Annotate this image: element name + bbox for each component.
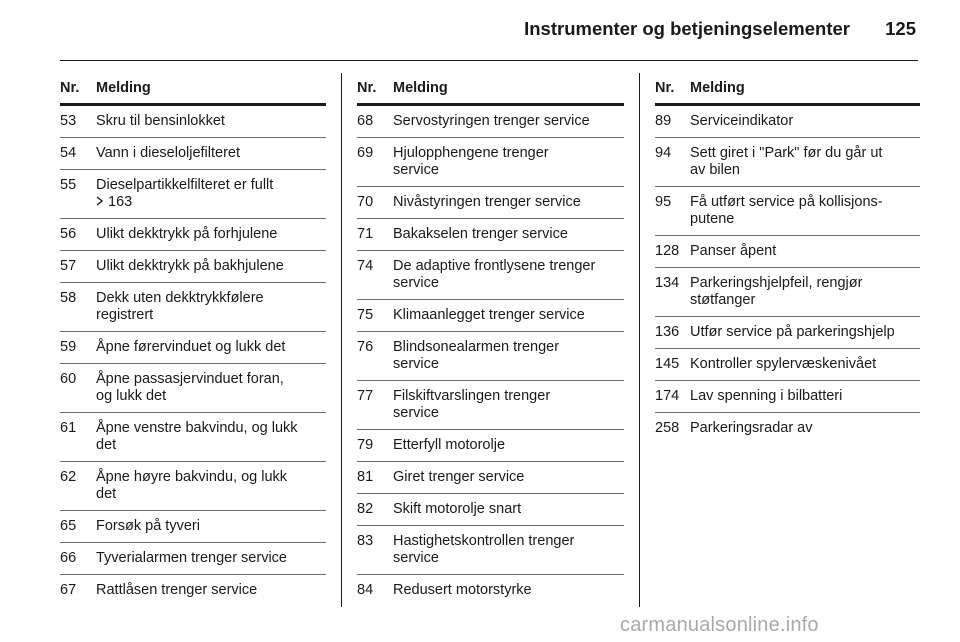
- message-line-text: Ulikt dekktrykk på forhjulene: [96, 226, 278, 242]
- page-header: [0, 18, 916, 40]
- message-table-column-3: [655, 80, 920, 444]
- table-row: [357, 430, 624, 462]
- table-row: [655, 236, 920, 268]
- message-line: [393, 356, 624, 373]
- table-row: [655, 138, 920, 187]
- message-line: [690, 356, 920, 373]
- message-text: [393, 533, 624, 567]
- message-number: 58: [60, 290, 77, 306]
- message-number: 128: [655, 243, 680, 259]
- table-row: [60, 575, 326, 606]
- message-text: [393, 307, 624, 324]
- message-line: [393, 405, 624, 422]
- message-text: [96, 113, 326, 130]
- message-line: [393, 550, 624, 567]
- table-row: [655, 349, 920, 381]
- message-line-text: Skru til bensinlokket: [96, 113, 225, 129]
- message-text: [96, 258, 326, 275]
- message-number: 94: [655, 145, 672, 161]
- message-line-text: Rattlåsen trenger service: [96, 582, 258, 598]
- message-line: [96, 113, 326, 130]
- message-line-text: putene: [690, 211, 735, 227]
- message-number: 56: [60, 226, 77, 242]
- table-row: [357, 300, 624, 332]
- message-line: [96, 388, 326, 405]
- message-line: [96, 420, 326, 437]
- message-line-text: Få utført service på kollisjons-: [690, 194, 883, 210]
- message-line: [96, 194, 326, 211]
- message-line-text: service: [393, 405, 439, 421]
- page-number: 125: [885, 18, 916, 39]
- message-line: [690, 275, 920, 292]
- message-line: [690, 145, 920, 162]
- message-text: [393, 113, 624, 130]
- message-line: [690, 211, 920, 228]
- message-text: [96, 582, 326, 599]
- table-row: [60, 364, 326, 413]
- message-line-text: Nivåstyringen trenger service: [393, 194, 581, 210]
- header-nr: Nr.: [60, 80, 80, 96]
- message-line: [690, 113, 920, 130]
- message-line-text: Klimaanlegget trenger service: [393, 307, 585, 323]
- message-text: [96, 518, 326, 535]
- table-row: [357, 251, 624, 300]
- message-text: [690, 275, 920, 309]
- message-text: [96, 226, 326, 243]
- message-number: 79: [357, 437, 374, 453]
- message-number: 136: [655, 324, 680, 340]
- message-line-text: service: [393, 356, 439, 372]
- message-text: [393, 501, 624, 518]
- table-row: [357, 332, 624, 381]
- page-reference-arrow-icon: [96, 194, 104, 211]
- message-line-text: Lav spenning i bilbatteri: [690, 388, 843, 404]
- table-row: [60, 170, 326, 219]
- message-text: [96, 469, 326, 503]
- message-text: [96, 339, 326, 356]
- message-line: [96, 258, 326, 275]
- table-row: [60, 332, 326, 364]
- message-text: [690, 324, 920, 341]
- message-line: [96, 145, 326, 162]
- message-line-text: Ulikt dekktrykk på bakhjulene: [96, 258, 284, 274]
- message-text: [96, 550, 326, 567]
- message-line: [690, 194, 920, 211]
- message-line: [393, 339, 624, 356]
- table-row: [60, 511, 326, 543]
- message-line: [96, 550, 326, 567]
- table-row: [357, 494, 624, 526]
- message-number: 55: [60, 177, 77, 193]
- header-nr: Nr.: [357, 80, 377, 96]
- message-line-text: registrert: [96, 307, 154, 323]
- message-text: [393, 145, 624, 179]
- message-line: [393, 113, 624, 130]
- message-line: [393, 501, 624, 518]
- message-line-text: Åpne venstre bakvindu, og lukk: [96, 420, 298, 436]
- header-message: Melding: [96, 80, 151, 96]
- message-line: [96, 371, 326, 388]
- table-row: [60, 106, 326, 138]
- message-line-text: Utfør service på parkeringshjelp: [690, 324, 895, 340]
- table-row: [357, 187, 624, 219]
- message-text: [393, 258, 624, 292]
- message-number: 76: [357, 339, 374, 355]
- message-number: 70: [357, 194, 374, 210]
- message-line-text: Bakakselen trenger service: [393, 226, 568, 242]
- message-table-column-1: [60, 80, 326, 606]
- message-number: 77: [357, 388, 374, 404]
- message-text: [393, 194, 624, 211]
- message-line-text: Panser åpent: [690, 243, 777, 259]
- page-title: Instrumenter og betjeningselementer: [524, 18, 850, 39]
- message-text: [690, 356, 920, 373]
- message-line: [393, 533, 624, 550]
- message-text: [393, 388, 624, 422]
- table-row: [357, 138, 624, 187]
- message-line: [96, 177, 326, 194]
- message-line-text: service: [393, 550, 439, 566]
- message-line: [393, 582, 624, 599]
- table-row: [60, 413, 326, 462]
- message-number: 61: [60, 420, 77, 436]
- message-line: [96, 437, 326, 454]
- page-reference[interactable]: 163: [108, 194, 133, 210]
- message-line-text: service: [393, 275, 439, 291]
- message-line: [393, 388, 624, 405]
- message-line: [393, 307, 624, 324]
- message-line: [690, 162, 920, 179]
- message-line-text: Filskiftvarslingen trenger: [393, 388, 551, 404]
- table-row: [357, 381, 624, 430]
- table-row: [60, 251, 326, 283]
- table-row: [655, 381, 920, 413]
- message-line-text: Redusert motorstyrke: [393, 582, 532, 598]
- message-text: [393, 437, 624, 454]
- table-header: [655, 80, 920, 106]
- message-text: [393, 226, 624, 243]
- message-line-text: Hastighetskontrollen trenger: [393, 533, 575, 549]
- message-number: 67: [60, 582, 77, 598]
- message-line-text: Serviceindikator: [690, 113, 794, 129]
- message-number: 74: [357, 258, 374, 274]
- message-text: [393, 582, 624, 599]
- message-line-text: Giret trenger service: [393, 469, 525, 485]
- message-number: 65: [60, 518, 77, 534]
- header-message: Melding: [690, 80, 745, 96]
- column-divider: [341, 73, 342, 607]
- message-number: 66: [60, 550, 77, 566]
- message-number: 134: [655, 275, 680, 291]
- header-nr: Nr.: [655, 80, 675, 96]
- message-number: 68: [357, 113, 374, 129]
- message-number: 59: [60, 339, 77, 355]
- message-line: [96, 307, 326, 324]
- message-text: [690, 113, 920, 130]
- table-row: [60, 138, 326, 170]
- message-line: [690, 324, 920, 341]
- message-line-text: og lukk det: [96, 388, 167, 404]
- message-table-column-2: [357, 80, 624, 606]
- message-number: 53: [60, 113, 77, 129]
- message-text: [690, 194, 920, 228]
- message-line: [393, 194, 624, 211]
- header-rule: [60, 60, 918, 61]
- message-number: 84: [357, 582, 374, 598]
- message-line-text: Åpne høyre bakvindu, og lukk: [96, 469, 288, 485]
- message-text: [393, 339, 624, 373]
- message-line-text: Sett giret i "Park" før du går ut: [690, 145, 883, 161]
- message-line-text: Dekk uten dekktrykkfølere: [96, 290, 264, 306]
- message-line-text: Etterfyll motorolje: [393, 437, 506, 453]
- message-number: 81: [357, 469, 374, 485]
- message-line: [393, 162, 624, 179]
- message-text: [393, 469, 624, 486]
- column-divider: [639, 73, 640, 607]
- message-number: 57: [60, 258, 77, 274]
- message-number: 75: [357, 307, 374, 323]
- message-line-text: Dieselpartikkelfilteret er fullt: [96, 177, 274, 193]
- message-line-text: Tyverialarmen trenger service: [96, 550, 287, 566]
- message-text: [690, 145, 920, 179]
- message-line: [96, 582, 326, 599]
- table-row: [655, 106, 920, 138]
- message-line-text: Parkeringsradar av: [690, 420, 813, 436]
- table-row: [60, 543, 326, 575]
- message-text: [96, 420, 326, 454]
- table-header: [60, 80, 326, 106]
- message-line: [393, 275, 624, 292]
- message-number: 82: [357, 501, 374, 517]
- message-line: [690, 388, 920, 405]
- message-line: [393, 469, 624, 486]
- message-line-text: Blindsonealarmen trenger: [393, 339, 560, 355]
- message-line: [690, 420, 920, 437]
- message-line-text: av bilen: [690, 162, 740, 178]
- message-line-text: Forsøk på tyveri: [96, 518, 200, 534]
- message-line: [96, 469, 326, 486]
- message-text: [96, 177, 326, 211]
- watermark: carmanualsonline.info: [620, 614, 819, 636]
- message-number: 60: [60, 371, 77, 387]
- table-row: [357, 575, 624, 606]
- message-line: [96, 226, 326, 243]
- table-header: [357, 80, 624, 106]
- message-line-text: Parkeringshjelpfeil, rengjør: [690, 275, 863, 291]
- message-line: [393, 258, 624, 275]
- message-number: 54: [60, 145, 77, 161]
- message-number: 83: [357, 533, 374, 549]
- message-line-text: Vann i dieseloljefilteret: [96, 145, 241, 161]
- header-message: Melding: [393, 80, 448, 96]
- message-line-text: Åpne førervinduet og lukk det: [96, 339, 286, 355]
- message-text: [96, 145, 326, 162]
- table-row: [60, 462, 326, 511]
- message-line: [393, 145, 624, 162]
- message-line-text: Servostyringen trenger service: [393, 113, 590, 129]
- message-text: [690, 388, 920, 405]
- message-line: [393, 437, 624, 454]
- message-line: [393, 226, 624, 243]
- message-line-text: Skift motorolje snart: [393, 501, 522, 517]
- message-number: 95: [655, 194, 672, 210]
- message-number: 258: [655, 420, 680, 436]
- message-number: 71: [357, 226, 374, 242]
- message-line: [96, 290, 326, 307]
- message-number: 62: [60, 469, 77, 485]
- message-number: 69: [357, 145, 374, 161]
- message-line-text: service: [393, 162, 439, 178]
- table-row: [655, 187, 920, 236]
- table-row: [357, 526, 624, 575]
- message-number: 174: [655, 388, 680, 404]
- table-row: [655, 268, 920, 317]
- message-line-text: det: [96, 486, 117, 502]
- table-row: [655, 413, 920, 444]
- message-line: [690, 243, 920, 260]
- message-line: [96, 518, 326, 535]
- message-line-text: De adaptive frontlysene trenger: [393, 258, 596, 274]
- table-row: [60, 219, 326, 251]
- message-line-text: Kontroller spylervæskenivået: [690, 356, 877, 372]
- table-row: [60, 283, 326, 332]
- table-row: [655, 317, 920, 349]
- table-row: [357, 219, 624, 251]
- message-line: [96, 339, 326, 356]
- message-line-text: Hjulopphengene trenger: [393, 145, 549, 161]
- message-number: 145: [655, 356, 680, 372]
- table-row: [357, 106, 624, 138]
- message-line-text: støtfanger: [690, 292, 756, 308]
- message-line-text: Åpne passasjervinduet foran,: [96, 371, 284, 387]
- message-line: [96, 486, 326, 503]
- message-text: [96, 371, 326, 405]
- message-number: 89: [655, 113, 672, 129]
- message-text: [96, 290, 326, 324]
- table-row: [357, 462, 624, 494]
- message-text: [690, 243, 920, 260]
- message-text: [690, 420, 920, 437]
- message-line: [690, 292, 920, 309]
- message-line-text: det: [96, 437, 117, 453]
